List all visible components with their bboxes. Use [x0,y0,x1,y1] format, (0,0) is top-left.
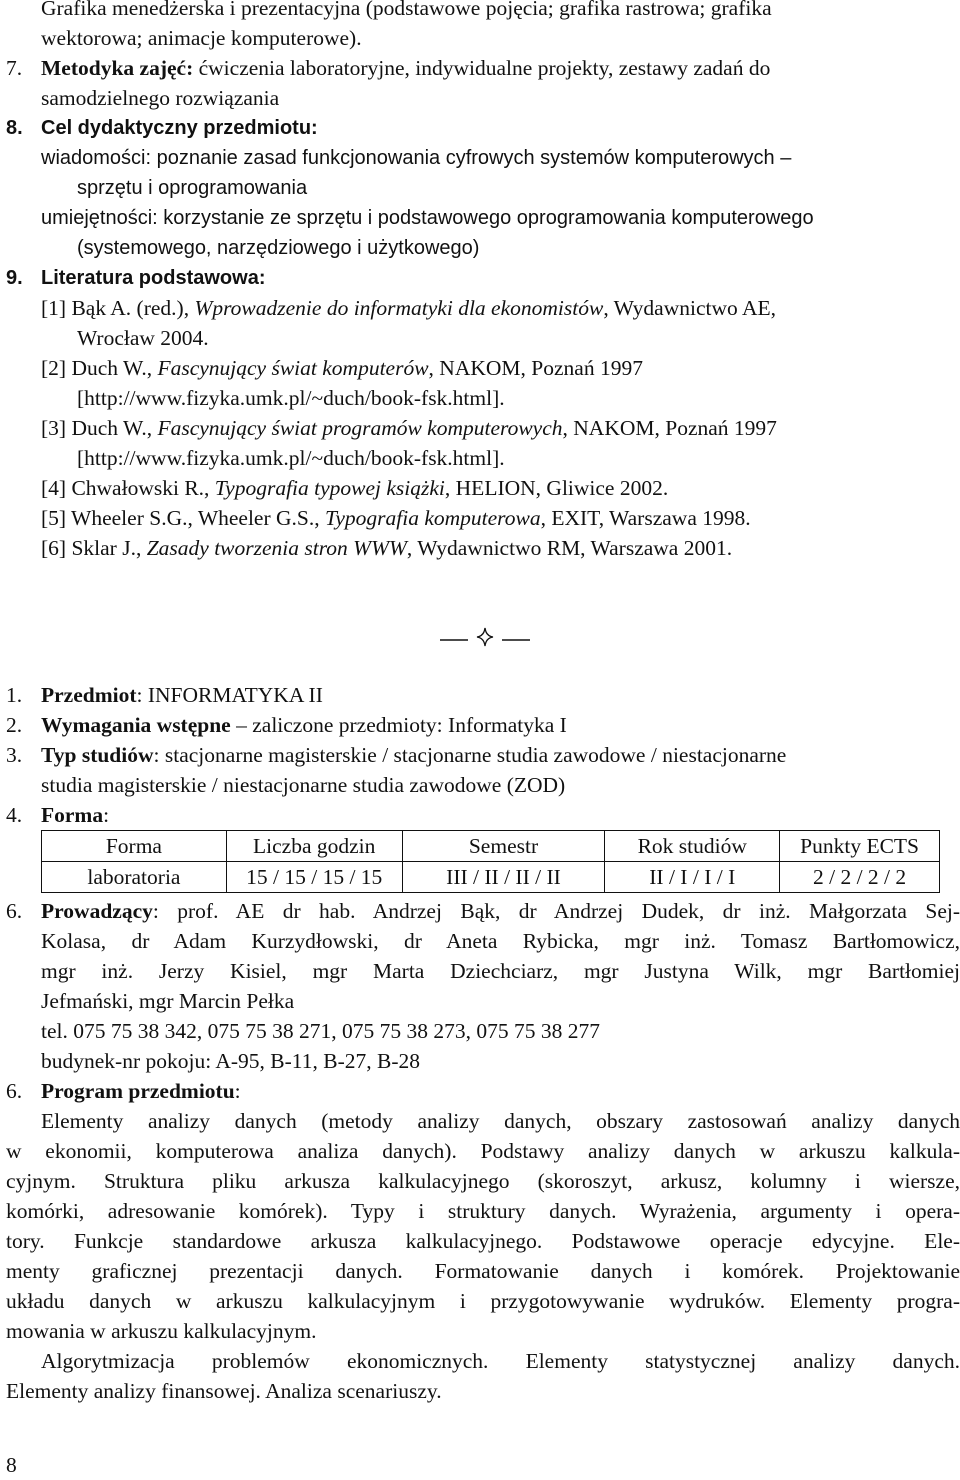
text-line: umiejętności: korzystanie ze sprzętu i podstawowego oprogramowania komputerowego [41,207,814,229]
entry-publisher: , EXIT, Warszawa 1998. [540,506,751,530]
program-line: komórki, adresowanie komórek). Typy i struktury danych. Wyrażenia, argumenty i opera- [6,1199,960,1223]
entry-title: Typografia komputerowa [325,506,541,530]
item-label: Przedmiot [41,683,137,707]
list-number: 6. [6,1079,23,1103]
literature-entry-cont: Wrocław 2004. [77,326,209,350]
table-header-cell: Semestr [402,831,605,862]
item-label: Typ studiów [41,743,154,767]
list-item-study-type [41,740,786,770]
text-line: wektorowa; animacje komputerowe). [41,26,362,50]
list-item-program [41,1076,241,1106]
program-line: w ekonomii, komputerowa analiza danych). Podstawy analizy danych w arkuszu kalkula- [6,1139,960,1163]
program-line: układu danych w arkuszu kalkulacyjnym i przygotowywanie wydruków. Elementy progra- [6,1289,960,1313]
entry-publisher: , Wydawnictwo AE, [603,296,776,320]
page-number: 8 [6,1453,17,1477]
program-line: Elementy analizy finansowej. Analiza scenariuszy. [6,1379,442,1403]
list-number: 6. [6,899,23,923]
list-number: 4. [6,803,23,827]
entry-author: [3] Duch W., [41,416,158,440]
table-cell: III / II / II / II [402,862,605,893]
entry-author: [6] Sklar J., [41,536,147,560]
item-label: Wymagania wstępne [41,713,231,737]
table-header-row [42,831,940,862]
item-text: : [234,1079,241,1103]
entry-publisher: , Wydawnictwo RM, Warszawa 2001. [406,536,733,560]
entry-author: [5] Wheeler S.G., Wheeler G.S., [41,506,325,530]
item-label: Metodyka zajęć: [41,56,194,80]
item-label: Cel dydaktyczny przedmiotu: [41,117,318,139]
entry-publisher: , NAKOM, Poznań 1997 [428,356,643,380]
literature-entry [41,293,776,323]
table-header-cell: Forma [42,831,227,862]
literature-entry [41,503,751,533]
program-line: Algorytmizacja problemów ekonomicznych. Elementy statystycznej analizy danych. [41,1349,960,1373]
course-form-table [41,830,940,893]
section-divider-icon [440,625,530,649]
text-line: Kolasa, dr Adam Kurzydłowski, dr Aneta Rybicka, mgr inż. Tomasz Bartłomowicz, [41,929,960,953]
entry-author: [2] Duch W., [41,356,158,380]
entry-title: Wprowadzenie do informatyki dla ekonomistów [194,296,604,320]
list-number: 9. [6,267,23,289]
program-line: tory. Funkcje standardowe arkusza kalkulacyjnego. Podstawowe operacje edycyjne. Ele- [6,1229,960,1253]
item-text: : [103,803,110,827]
literature-entry [41,473,668,503]
table-cell: laboratoria [42,862,227,893]
item-label: Literatura podstawowa: [41,267,266,289]
list-number: 3. [6,743,23,767]
entry-title: Fascynujący świat programów komputerowych [157,416,563,440]
literature-entry-cont: [http://www.fizyka.umk.pl/~duch/book-fsk.html]. [77,446,505,470]
entry-author: [1] Bąk A. (red.), [41,296,195,320]
entry-title: Typografia typowej książki [214,476,445,500]
text-line: sprzętu i oprogramowania [77,177,308,199]
text-line: (systemowego, narzędziowego i użytkowego) [77,237,480,259]
list-number: 2. [6,713,23,737]
item-text: ćwiczenia laboratoryjne, indywidualne projekty, zestawy zadań do [193,56,771,80]
text-line: studia magisterskie / niestacjonarne studia zawodowe (ZOD) [41,773,566,797]
table-header-cell: Rok studiów [605,831,780,862]
item-text: : prof. AE dr hab. Andrzej Bąk, dr Andrzej Dudek, dr inż. Małgorzata Sej- [152,899,960,923]
table-row [42,862,940,893]
literature-entry-cont: [http://www.fizyka.umk.pl/~duch/book-fsk.html]. [77,386,505,410]
item-label: Program przedmiotu [41,1079,235,1103]
text-line: Grafika menedżerska i prezentacyjna (podstawowe pojęcia; grafika rastrowa; grafika [41,0,772,20]
phone-numbers: tel. 075 75 38 342, 075 75 38 271, 075 75 38 273, 075 75 38 277 [41,1019,600,1043]
table-header-cell: Punkty ECTS [780,831,940,862]
list-number: 7. [6,56,23,80]
text-line: mgr inż. Jerzy Kisiel, mgr Marta Dziechciarz, mgr Justyna Wilk, mgr Bartłomiej [41,959,960,983]
item-label: Prowadzący [41,899,153,923]
item-label: Forma [41,803,104,827]
literature-entry [41,413,777,443]
program-line: mowania w arkuszu kalkulacyjnym. [6,1319,317,1343]
entry-title: Fascynujący świat komputerów [157,356,429,380]
list-item-form [41,800,109,830]
item-text: : INFORMATYKA II [136,683,323,707]
list-item-requirements [41,710,567,740]
text-line: samodzielnego rozwiązania [41,86,280,110]
list-number: 1. [6,683,23,707]
entry-title: Zasady tworzenia stron WWW [146,536,407,560]
entry-author: [4] Chwałowski R., [41,476,215,500]
text-line: Jefmański, mgr Marcin Pełka [41,989,295,1013]
list-item-subject [41,680,323,710]
program-line: menty graficznej prezentacji danych. Formatowanie danych i komórek. Projektowanie [6,1259,960,1283]
text-line: wiadomości: poznanie zasad funkcjonowania cyfrowych systemów komputerowych – [41,147,792,169]
program-line: Elementy analizy danych (metody analizy danych, obszary zastosowań analizy danych [41,1109,960,1133]
literature-entry [41,353,643,383]
item-text: – zaliczone przedmioty: Informatyka I [230,713,567,737]
entry-publisher: , HELION, Gliwice 2002. [444,476,669,500]
table-cell: 2 / 2 / 2 / 2 [780,862,940,893]
item-text: : stacjonarne magisterskie / stacjonarne studia zawodowe / niestacjonarne [153,743,787,767]
room-numbers: budynek-nr pokoju: A-95, B-11, B-27, B-28 [41,1049,421,1073]
literature-entry [41,533,732,563]
list-item-methodology [41,53,770,83]
table-cell: II / I / I / I [605,862,780,893]
table-cell: 15 / 15 / 15 / 15 [226,862,402,893]
list-number: 8. [6,117,23,139]
list-item-lecturers [41,896,960,926]
program-line: cyjnym. Struktura pliku arkusza kalkulacyjnego (skoroszyt, arkusz, kolumny i wiersze, [6,1169,960,1193]
entry-publisher: , NAKOM, Poznań 1997 [562,416,777,440]
table-header-cell: Liczba godzin [226,831,402,862]
